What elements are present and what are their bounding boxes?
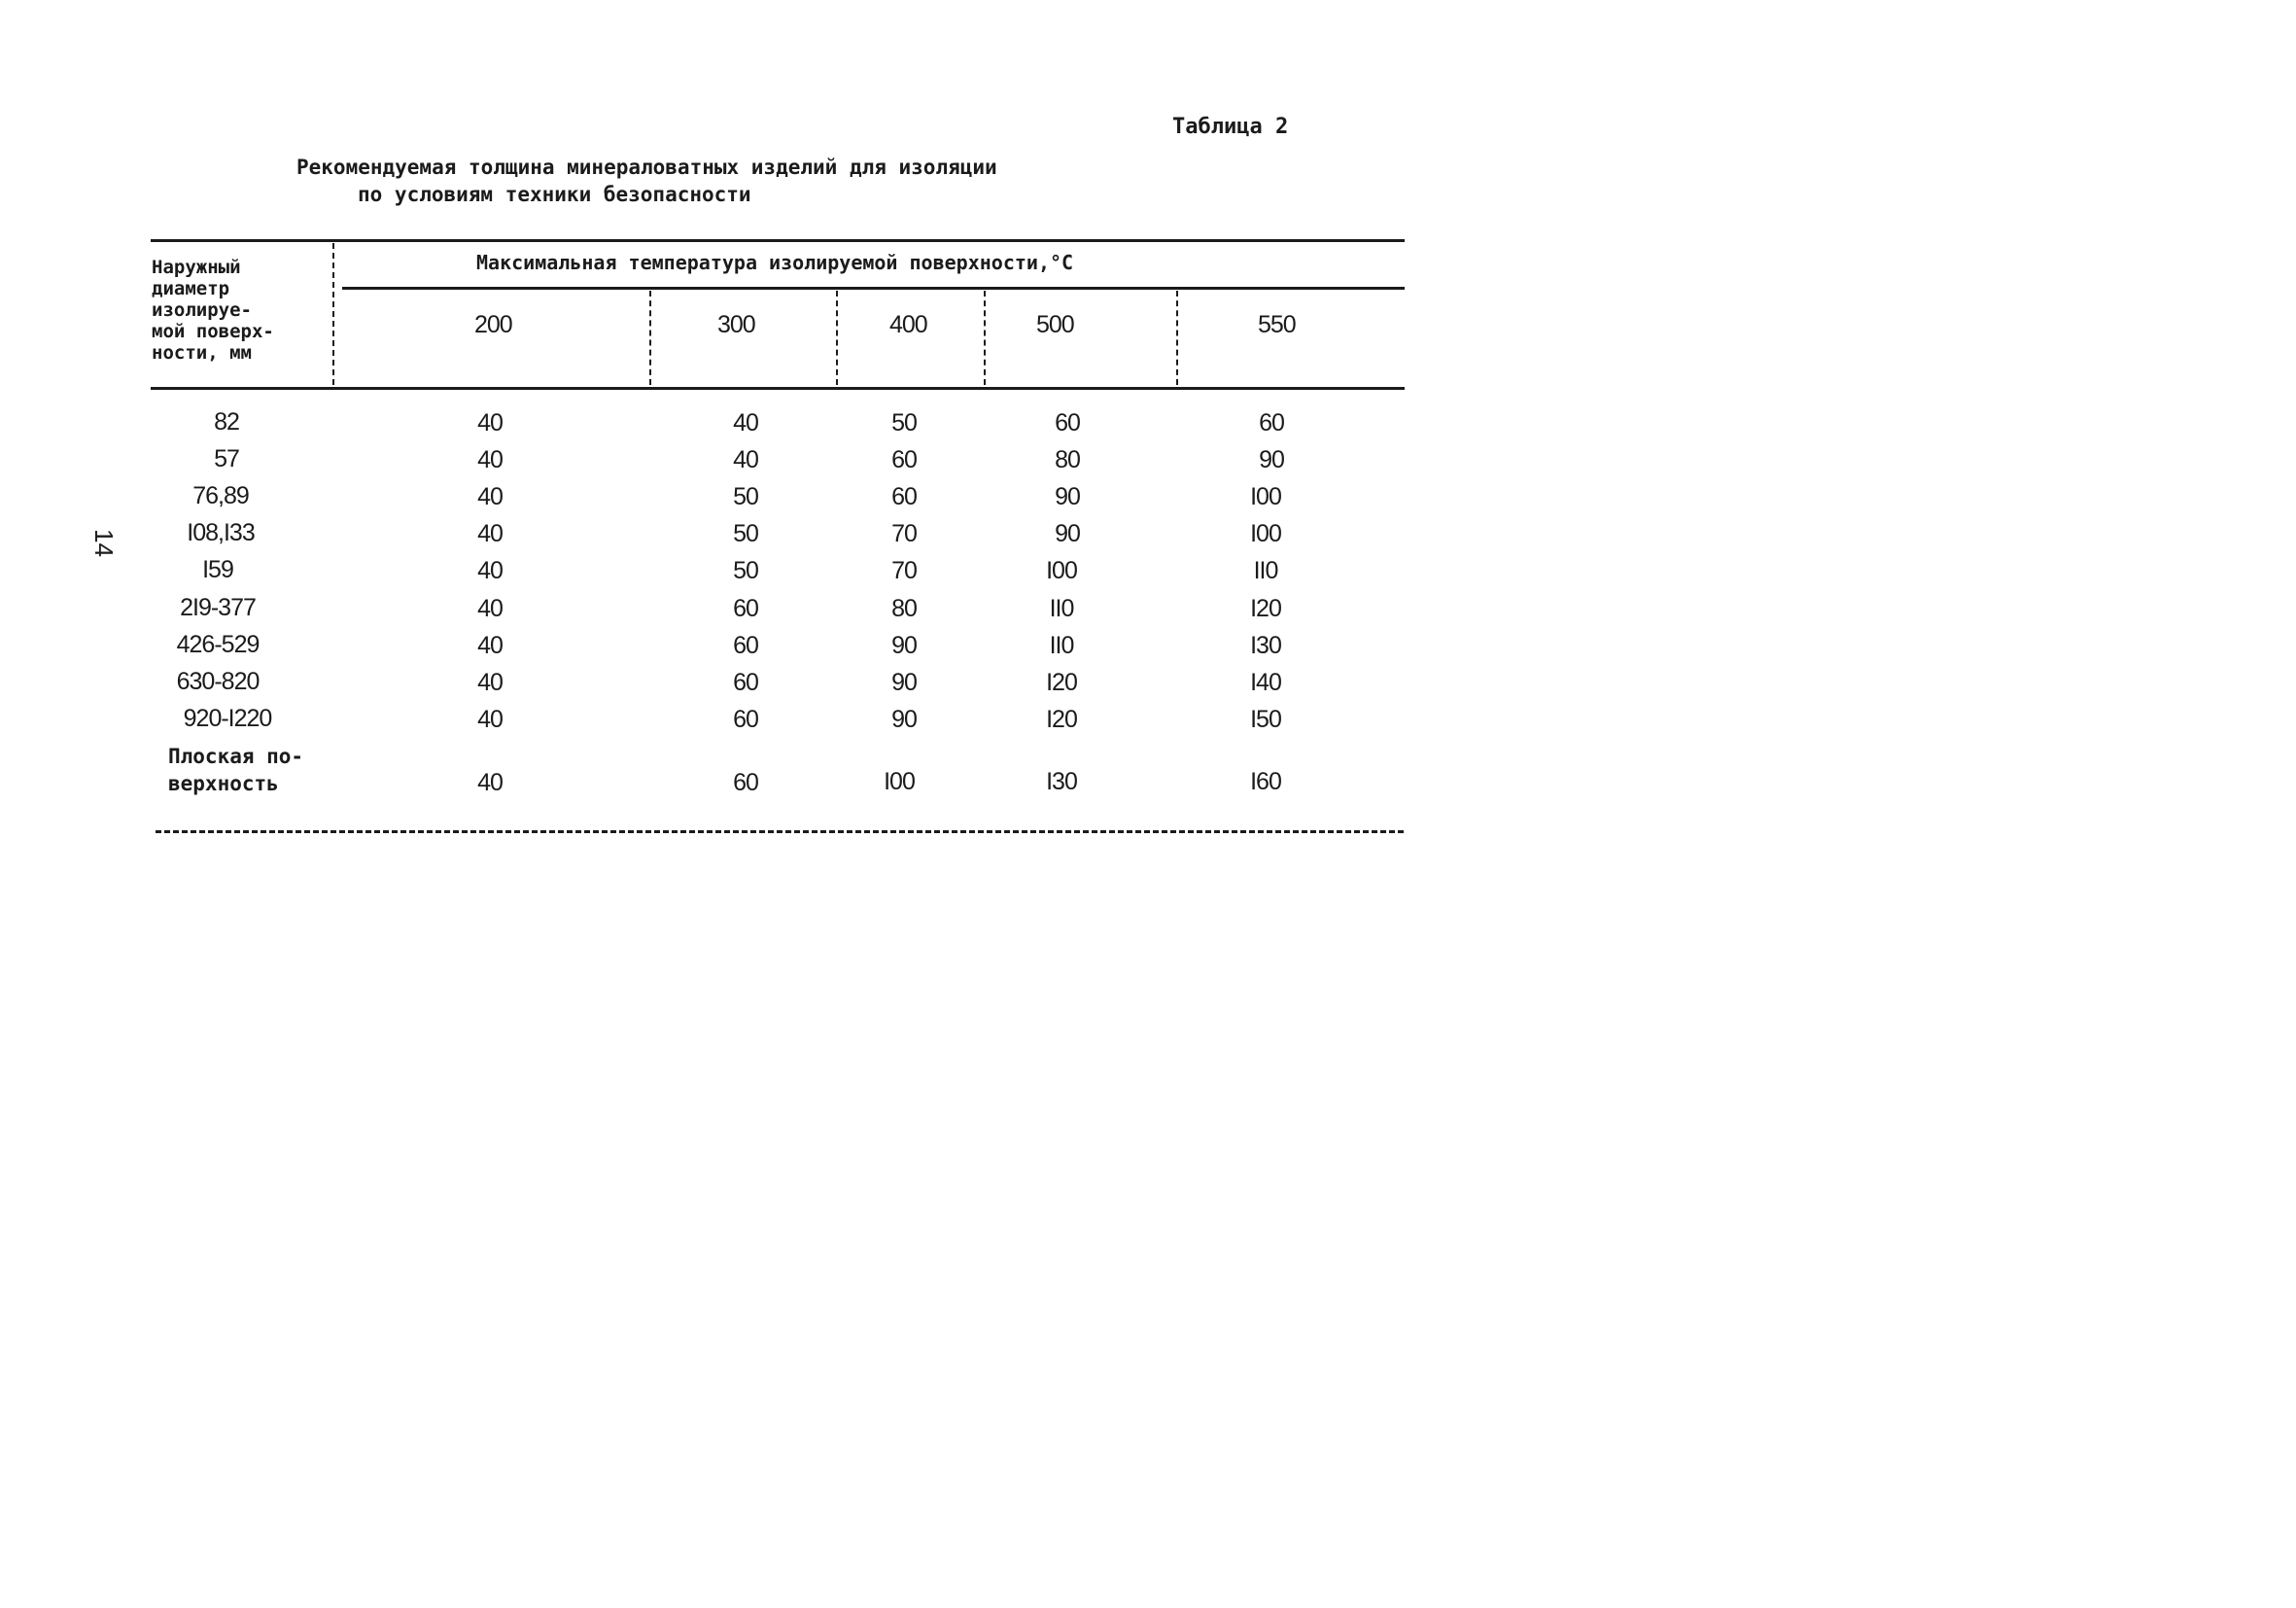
cell-300: 60 (733, 706, 758, 733)
cell-500: 90 (1055, 520, 1080, 547)
header-first-col-line-4: мой поверх- (152, 321, 274, 342)
header-group-text: Максимальная температура изолируемой поверхности, (476, 251, 1051, 274)
cell-300: 50 (733, 520, 758, 547)
table-title-line-1: Рекомендуемая толщина минераловатных изделий для изоляции (296, 156, 997, 179)
cell-550: I00 (1250, 520, 1281, 547)
cell-400: 70 (891, 520, 917, 547)
header-temp-550: 550 (1258, 311, 1296, 338)
cell-300: 60 (733, 669, 758, 696)
cell-300: 40 (733, 446, 758, 473)
row-label: 920-I220 (183, 705, 272, 732)
header-divider-550 (1176, 291, 1178, 385)
cell-400: 90 (891, 669, 917, 696)
header-temp-500: 500 (1036, 311, 1074, 338)
row-label: 630-820 (176, 668, 260, 695)
cell-300: 50 (733, 483, 758, 510)
cell-200: 40 (477, 632, 503, 659)
cell-550: 60 (1259, 409, 1284, 437)
row-label: 76,89 (192, 482, 249, 509)
header-divider-300 (649, 291, 651, 385)
cell-500: 90 (1055, 483, 1080, 510)
cell-400: 50 (891, 409, 917, 437)
cell-500: 80 (1055, 446, 1080, 473)
cell-550: I50 (1250, 706, 1281, 733)
cell-400: 90 (891, 632, 917, 659)
header-first-col-line-5: ности, мм (152, 342, 252, 364)
cell-500: II0 (1049, 595, 1074, 622)
cell-200: 40 (477, 595, 503, 622)
header-first-col-line-3: изолируе- (152, 299, 252, 321)
header-group-title (476, 251, 1073, 274)
header-bottom-rule (151, 387, 1405, 390)
cell-500: I30 (1046, 768, 1077, 795)
header-first-col-line-2: диаметр (152, 278, 230, 299)
header-first-col (152, 255, 274, 366)
table-top-rule (151, 239, 1405, 242)
cell-550: I60 (1250, 768, 1281, 795)
cell-400: 80 (891, 595, 917, 622)
cell-200: 40 (477, 769, 503, 796)
header-divider-400 (836, 291, 838, 385)
row-label: 2I9-377 (180, 594, 256, 621)
cell-550: II0 (1253, 557, 1278, 584)
cell-200: 40 (477, 669, 503, 696)
cell-300: 60 (733, 632, 758, 659)
table-bottom-dashed-rule (156, 830, 1404, 833)
header-temp-300: 300 (717, 311, 755, 338)
row-label: I59 (202, 556, 233, 583)
header-divider-first-col (332, 243, 334, 385)
table-label: Таблица 2 (1172, 115, 1289, 139)
cell-200: 40 (477, 520, 503, 547)
row-label: I08,I33 (187, 519, 255, 546)
cell-550: 90 (1259, 446, 1284, 473)
header-first-col-line-1: Наружный (152, 257, 241, 278)
cell-200: 40 (477, 706, 503, 733)
page-number: 14 (88, 529, 119, 557)
row-label-flat-surface (168, 743, 303, 797)
cell-200: 40 (477, 483, 503, 510)
header-group-rule (342, 287, 1405, 290)
cell-500: I20 (1046, 706, 1077, 733)
row-label-flat-line-2: верхность (168, 772, 279, 795)
cell-200: 40 (477, 557, 503, 584)
cell-550: I30 (1250, 632, 1281, 659)
cell-300: 40 (733, 409, 758, 437)
cell-500: I20 (1046, 669, 1077, 696)
cell-200: 40 (477, 446, 503, 473)
cell-400: I00 (884, 768, 915, 795)
cell-550: I20 (1250, 595, 1281, 622)
header-divider-500 (984, 291, 986, 385)
cell-550: I40 (1250, 669, 1281, 696)
row-label: 82 (214, 408, 239, 436)
row-label: 57 (214, 445, 239, 472)
cell-300: 60 (733, 595, 758, 622)
cell-200: 40 (477, 409, 503, 437)
cell-400: 60 (891, 483, 917, 510)
cell-550: I00 (1250, 483, 1281, 510)
header-unit: °C (1050, 251, 1074, 274)
cell-500: I00 (1046, 557, 1077, 584)
row-label-flat-line-1: Плоская по- (168, 745, 304, 768)
cell-400: 70 (891, 557, 917, 584)
table-title-line-2: по условиям техники безопасности (358, 183, 751, 206)
cell-400: 60 (891, 446, 917, 473)
header-temp-200: 200 (474, 311, 512, 338)
header-temp-400: 400 (889, 311, 927, 338)
cell-400: 90 (891, 706, 917, 733)
cell-500: II0 (1049, 632, 1074, 659)
cell-300: 60 (733, 769, 758, 796)
cell-500: 60 (1055, 409, 1080, 437)
cell-300: 50 (733, 557, 758, 584)
row-label: 426-529 (176, 631, 260, 658)
